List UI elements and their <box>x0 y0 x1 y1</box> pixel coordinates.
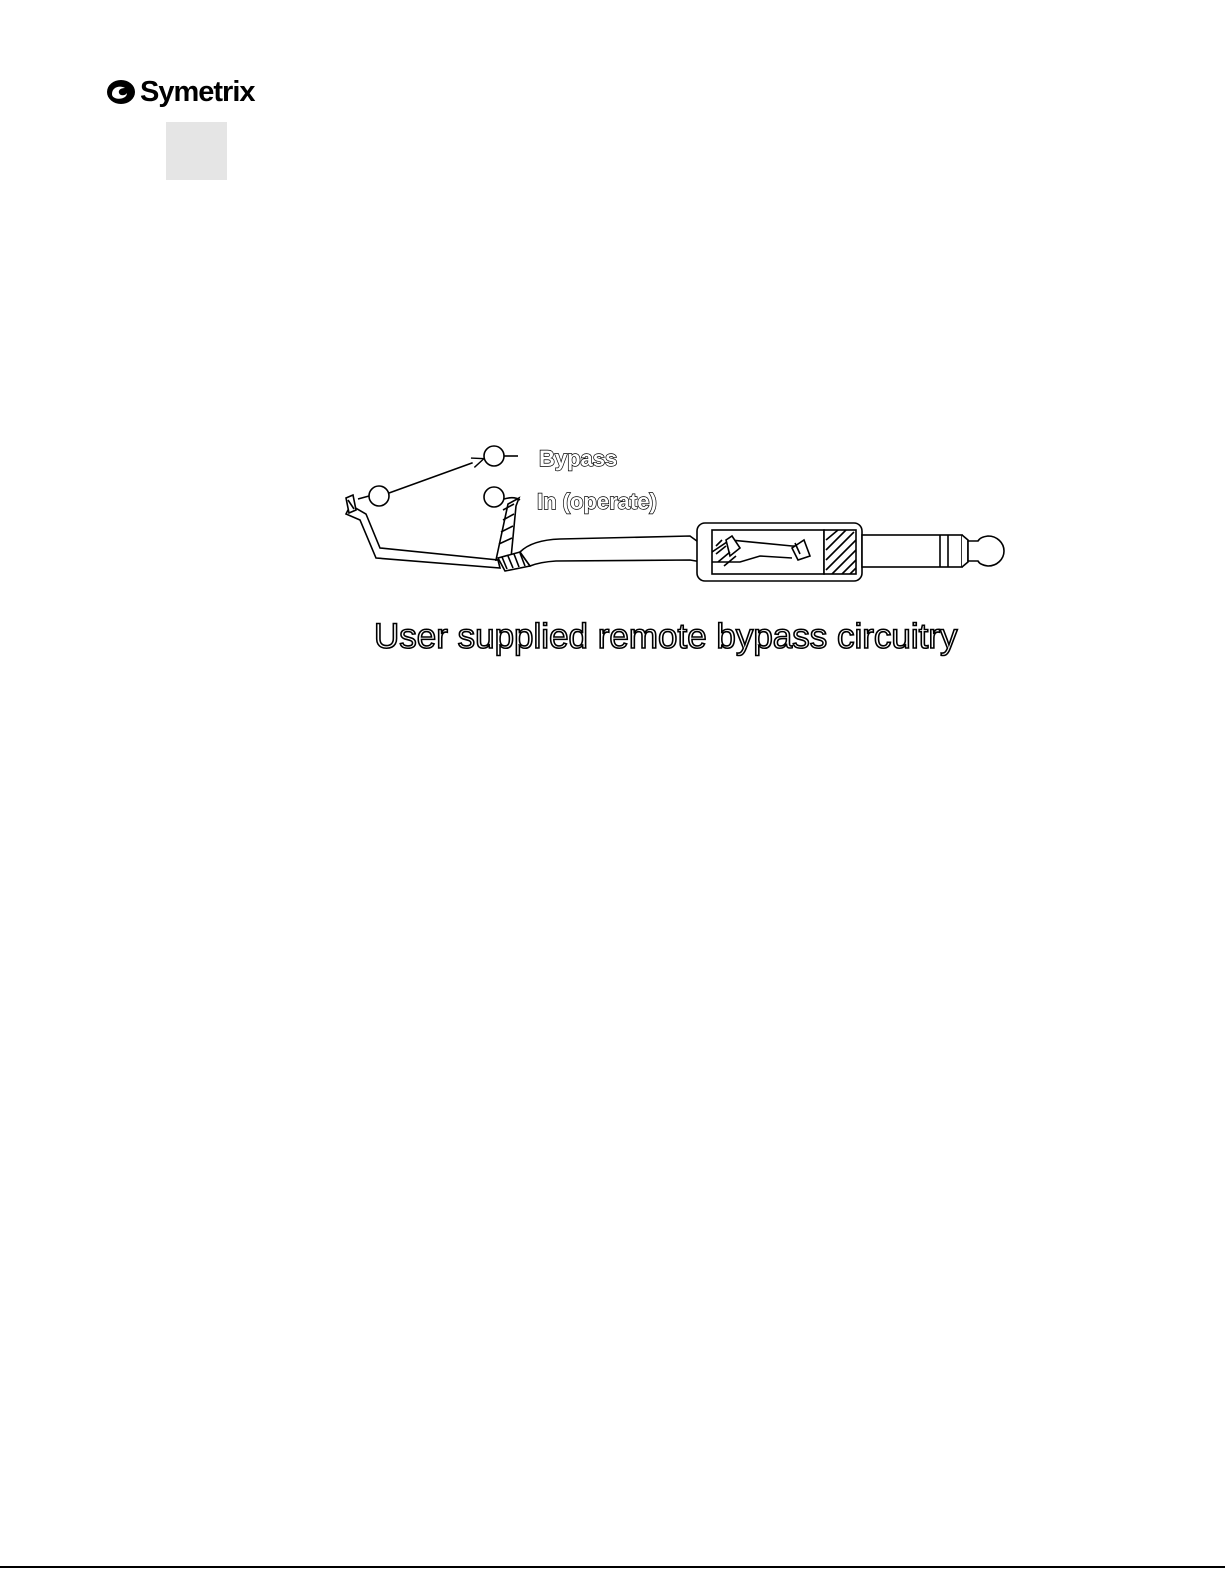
cable-tip-wire <box>346 506 500 568</box>
switch-operate-terminal <box>484 487 504 507</box>
label-bypass: Bypass <box>539 446 618 471</box>
brand-name: Symetrix <box>140 75 255 108</box>
switch-common-terminal <box>369 486 389 506</box>
switch-lever <box>389 459 483 493</box>
label-in-operate: In (operate) <box>537 489 657 514</box>
cable-jacket <box>520 536 714 566</box>
mono-phone-plug-icon <box>346 495 1004 581</box>
diagram-caption: User supplied remote bypass circuitry <box>374 617 958 656</box>
switch-bypass-terminal <box>484 446 504 466</box>
plug-shaft <box>862 535 962 567</box>
spdt-switch-icon <box>358 446 520 507</box>
page-bottom-rule <box>0 1566 1225 1568</box>
plug-tip <box>968 536 1004 566</box>
